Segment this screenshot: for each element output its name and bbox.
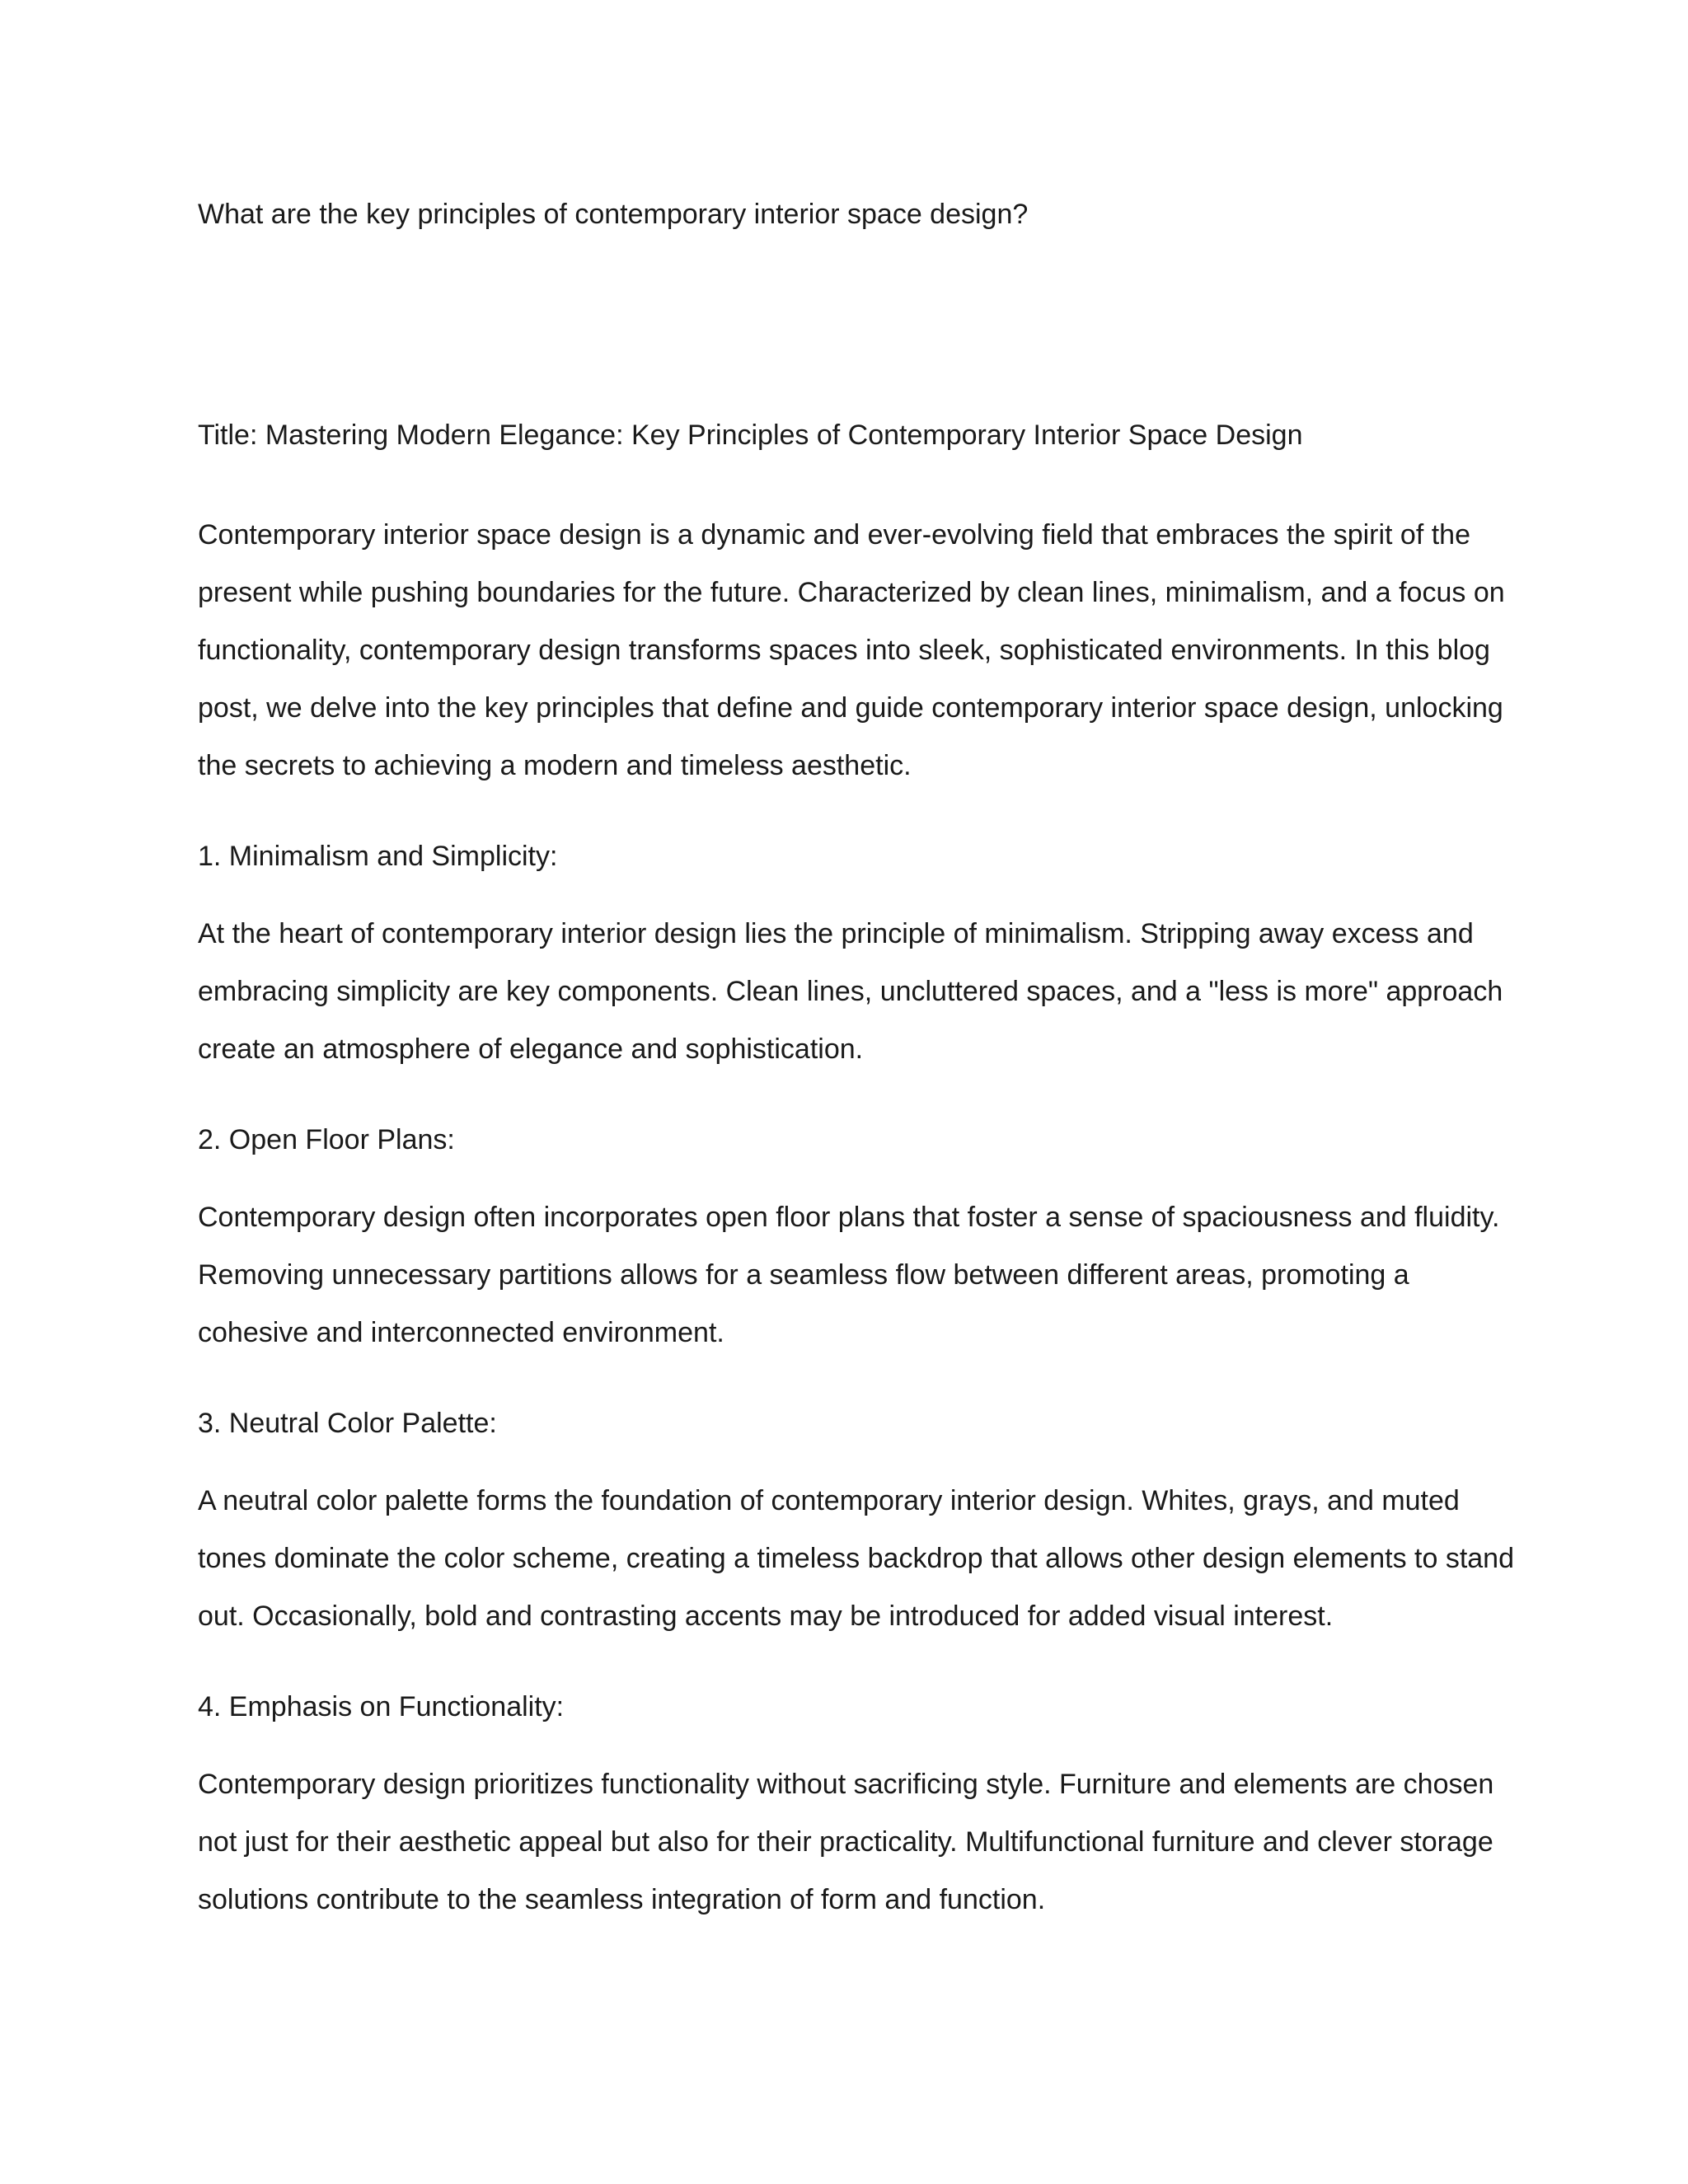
post-title: Title: Mastering Modern Elegance: Key Principles of Contemporary Interior Space Design (198, 419, 1303, 451)
question-text: What are the key principles of contemporary interior space design? (198, 199, 1029, 230)
document-content (198, 194, 1517, 1929)
section-body-functionality: Contemporary design prioritizes functionality without sacrificing style. Furniture and elements are chosen not just for their aesthetic appeal but also for their practicality. Multifunctional furniture and clever storage solutions contribute to the seamless integration of form and function. (198, 1769, 1494, 1915)
section-body-open-floor-plans: Contemporary design often incorporates open floor plans that foster a sense of spaciousness and fluidity. Removing unnecessary partitions allows for a seamless flow between different areas, promoting a cohesive and interconnected environment. (198, 1202, 1500, 1348)
section-heading-neutral-palette: 3. Neutral Color Palette: (198, 1408, 497, 1439)
intro-paragraph: Contemporary interior space design is a dynamic and ever-evolving field that embraces the spirit of the present while pushing boundaries for the future. Characterized by clean lines, minimalism, and a focus on functionality, contemporary design transforms spaces into sleek, sophisticated environments. In this blog post, we delve into the key principles that define and guide contemporary interior space design, unlocking the secrets to achieving a modern and timeless aesthetic. (198, 519, 1505, 781)
section-heading-functionality: 4. Emphasis on Functionality: (198, 1691, 565, 1722)
section-body-neutral-palette: A neutral color palette forms the foundation of contemporary interior design. Whites, grays, and muted tones dominate the color scheme, creating a timeless backdrop that allows other design elements to stand out. Occasionally, bold and contrasting accents may be introduced for added visual interest. (198, 1485, 1514, 1632)
section-body-minimalism: At the heart of contemporary interior design lies the principle of minimalism. Stripping away excess and embracing simplicity are key components. Clean lines, uncluttered spaces, and a "less is more" approach create an atmosphere of elegance and sophistication. (198, 918, 1503, 1065)
section-heading-open-floor-plans: 2. Open Floor Plans: (198, 1124, 455, 1155)
section-heading-minimalism: 1. Minimalism and Simplicity: (198, 841, 558, 872)
